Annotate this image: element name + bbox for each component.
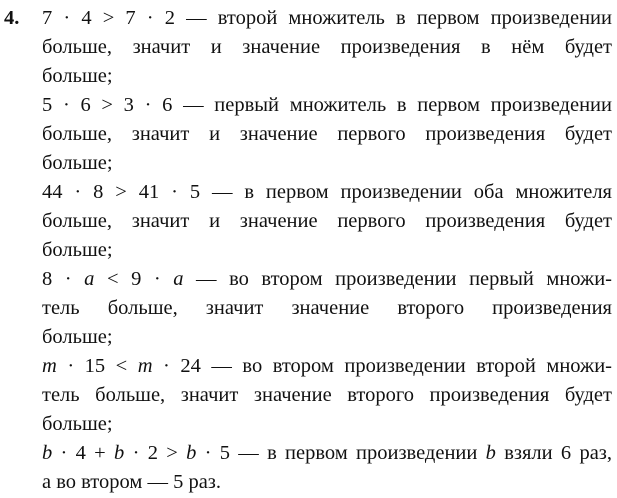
text-line: больше;: [42, 152, 113, 174]
text-line: больше, значит и значение первого произведения будет: [42, 123, 612, 145]
text-line: тель больше, значит значение второго произведения: [42, 297, 612, 319]
math-variable: b: [186, 442, 197, 464]
math-variable: a: [84, 268, 95, 290]
text-line: больше;: [42, 413, 113, 435]
math-variable: m: [42, 355, 57, 377]
text-line: а во втором — 5 раз.: [42, 471, 222, 493]
text-line: больше, значит и значение первого произведения будет: [42, 210, 612, 232]
text-line: тель больше, значит значение второго произведения будет: [42, 384, 612, 406]
math-variable: b: [485, 442, 496, 464]
math-variable: b: [42, 442, 53, 464]
text-line: больше;: [42, 239, 113, 261]
text-line: 5 · 6 > 3 · 6 — первый множитель в первом произведении: [42, 94, 612, 116]
math-variable: a: [173, 268, 184, 290]
text-line: m · 15 < m · 24 — во втором произведении второй множи-: [42, 355, 612, 377]
text-line: 44 · 8 > 41 · 5 — в первом произведении оба множителя: [42, 181, 612, 203]
text-line: больше;: [42, 326, 113, 348]
text-line: 7 · 4 > 7 · 2 — второй множитель в первом произведении: [42, 7, 612, 29]
text-line: больше, значит и значение произведения в нём будет: [42, 36, 612, 58]
task-solution-text: [42, 4, 612, 497]
math-variable: m: [137, 355, 153, 377]
text-line: b · 4 + b · 2 > b · 5 — в первом произведении b взяли 6 раз,: [42, 442, 612, 464]
text-line: больше;: [42, 65, 113, 87]
task-number: 4.: [4, 7, 20, 29]
text-line: 8 · a < 9 · a — во втором произведении первый множи-: [42, 268, 612, 290]
math-variable: b: [114, 442, 125, 464]
